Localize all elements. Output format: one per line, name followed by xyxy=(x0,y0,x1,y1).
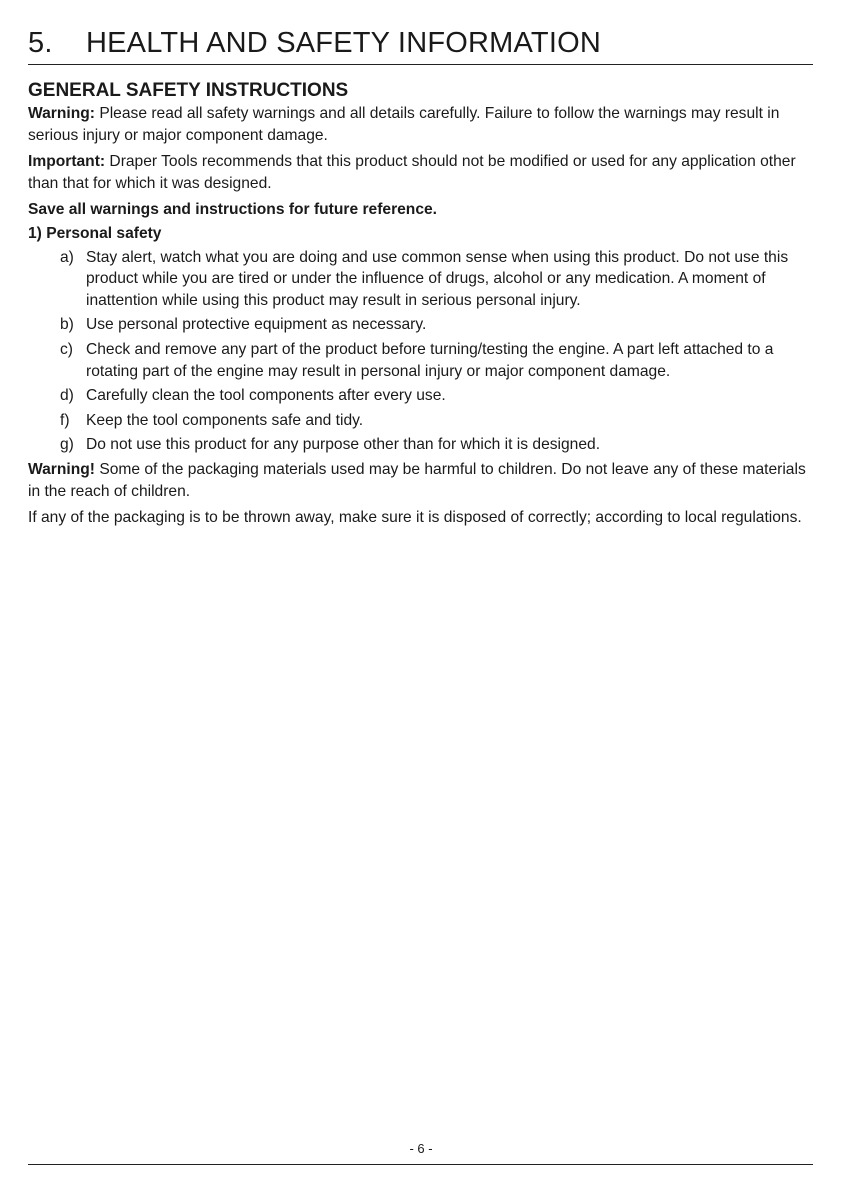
important-paragraph xyxy=(28,151,814,194)
disposal-paragraph: If any of the packaging is to be thrown away, make sure it is disposed of correctly; according to local regulations. xyxy=(28,509,802,527)
packaging-warning-label: Warning! xyxy=(28,460,95,478)
section-title-text: HEALTH AND SAFETY INFORMATION xyxy=(86,27,601,59)
packaging-warning-text: Some of the packaging materials used may be harmful to children. Do not leave any of these materials in the reach of children. xyxy=(28,460,806,500)
list-item xyxy=(28,434,814,456)
item-text: Carefully clean the tool components after every use. xyxy=(86,387,446,405)
item-letter: a) xyxy=(60,248,74,266)
item-letter: f) xyxy=(60,411,70,429)
section-title xyxy=(28,26,814,60)
item-letter: g) xyxy=(60,436,74,454)
list-item xyxy=(28,410,814,432)
item-letter: c) xyxy=(60,340,73,358)
important-text: Draper Tools recommends that this product should not be modified or used for any application other than that for which it was designed. xyxy=(28,153,796,192)
footer-divider xyxy=(28,1164,813,1165)
item-text: Do not use this product for any purpose other than for which it is designed. xyxy=(86,436,601,454)
content-body xyxy=(28,80,814,534)
list-item xyxy=(28,314,814,336)
list-item xyxy=(28,385,814,407)
item-letter: d) xyxy=(60,387,74,405)
section-number: 5. xyxy=(28,27,53,59)
save-instructions: Save all warnings and instructions for future reference. xyxy=(28,201,438,219)
item-text: Check and remove any part of the product before turning/testing the engine. A part left attached to a rotating part of the engine may result in personal injury or major component damage. xyxy=(86,340,774,380)
list-item xyxy=(28,339,814,382)
warning-label: Warning: xyxy=(28,105,95,122)
warning-paragraph xyxy=(28,103,814,146)
packaging-warning-paragraph xyxy=(28,459,814,502)
personal-safety-heading: 1) Personal safety xyxy=(28,224,162,242)
item-text: Stay alert, watch what you are doing and use common sense when using this product. Do not use this product while you are tired or under the influence of drugs, alcohol or any medication. A moment of inattention while using this product may result in serious personal injury. xyxy=(86,248,789,309)
page-number: - 6 - xyxy=(409,1141,433,1156)
list-item xyxy=(28,247,814,312)
personal-safety-list xyxy=(28,247,814,456)
item-letter: b) xyxy=(60,316,74,334)
general-safety-heading: GENERAL SAFETY INSTRUCTIONS xyxy=(28,80,349,101)
item-text: Keep the tool components safe and tidy. xyxy=(86,411,364,429)
important-label: Important: xyxy=(28,153,106,171)
item-text: Use personal protective equipment as necessary. xyxy=(86,316,427,334)
warning-text: Please read all safety warnings and all details carefully. Failure to follow the warnings may result in serious injury or major component damage. xyxy=(28,105,780,144)
header-divider xyxy=(28,64,813,65)
